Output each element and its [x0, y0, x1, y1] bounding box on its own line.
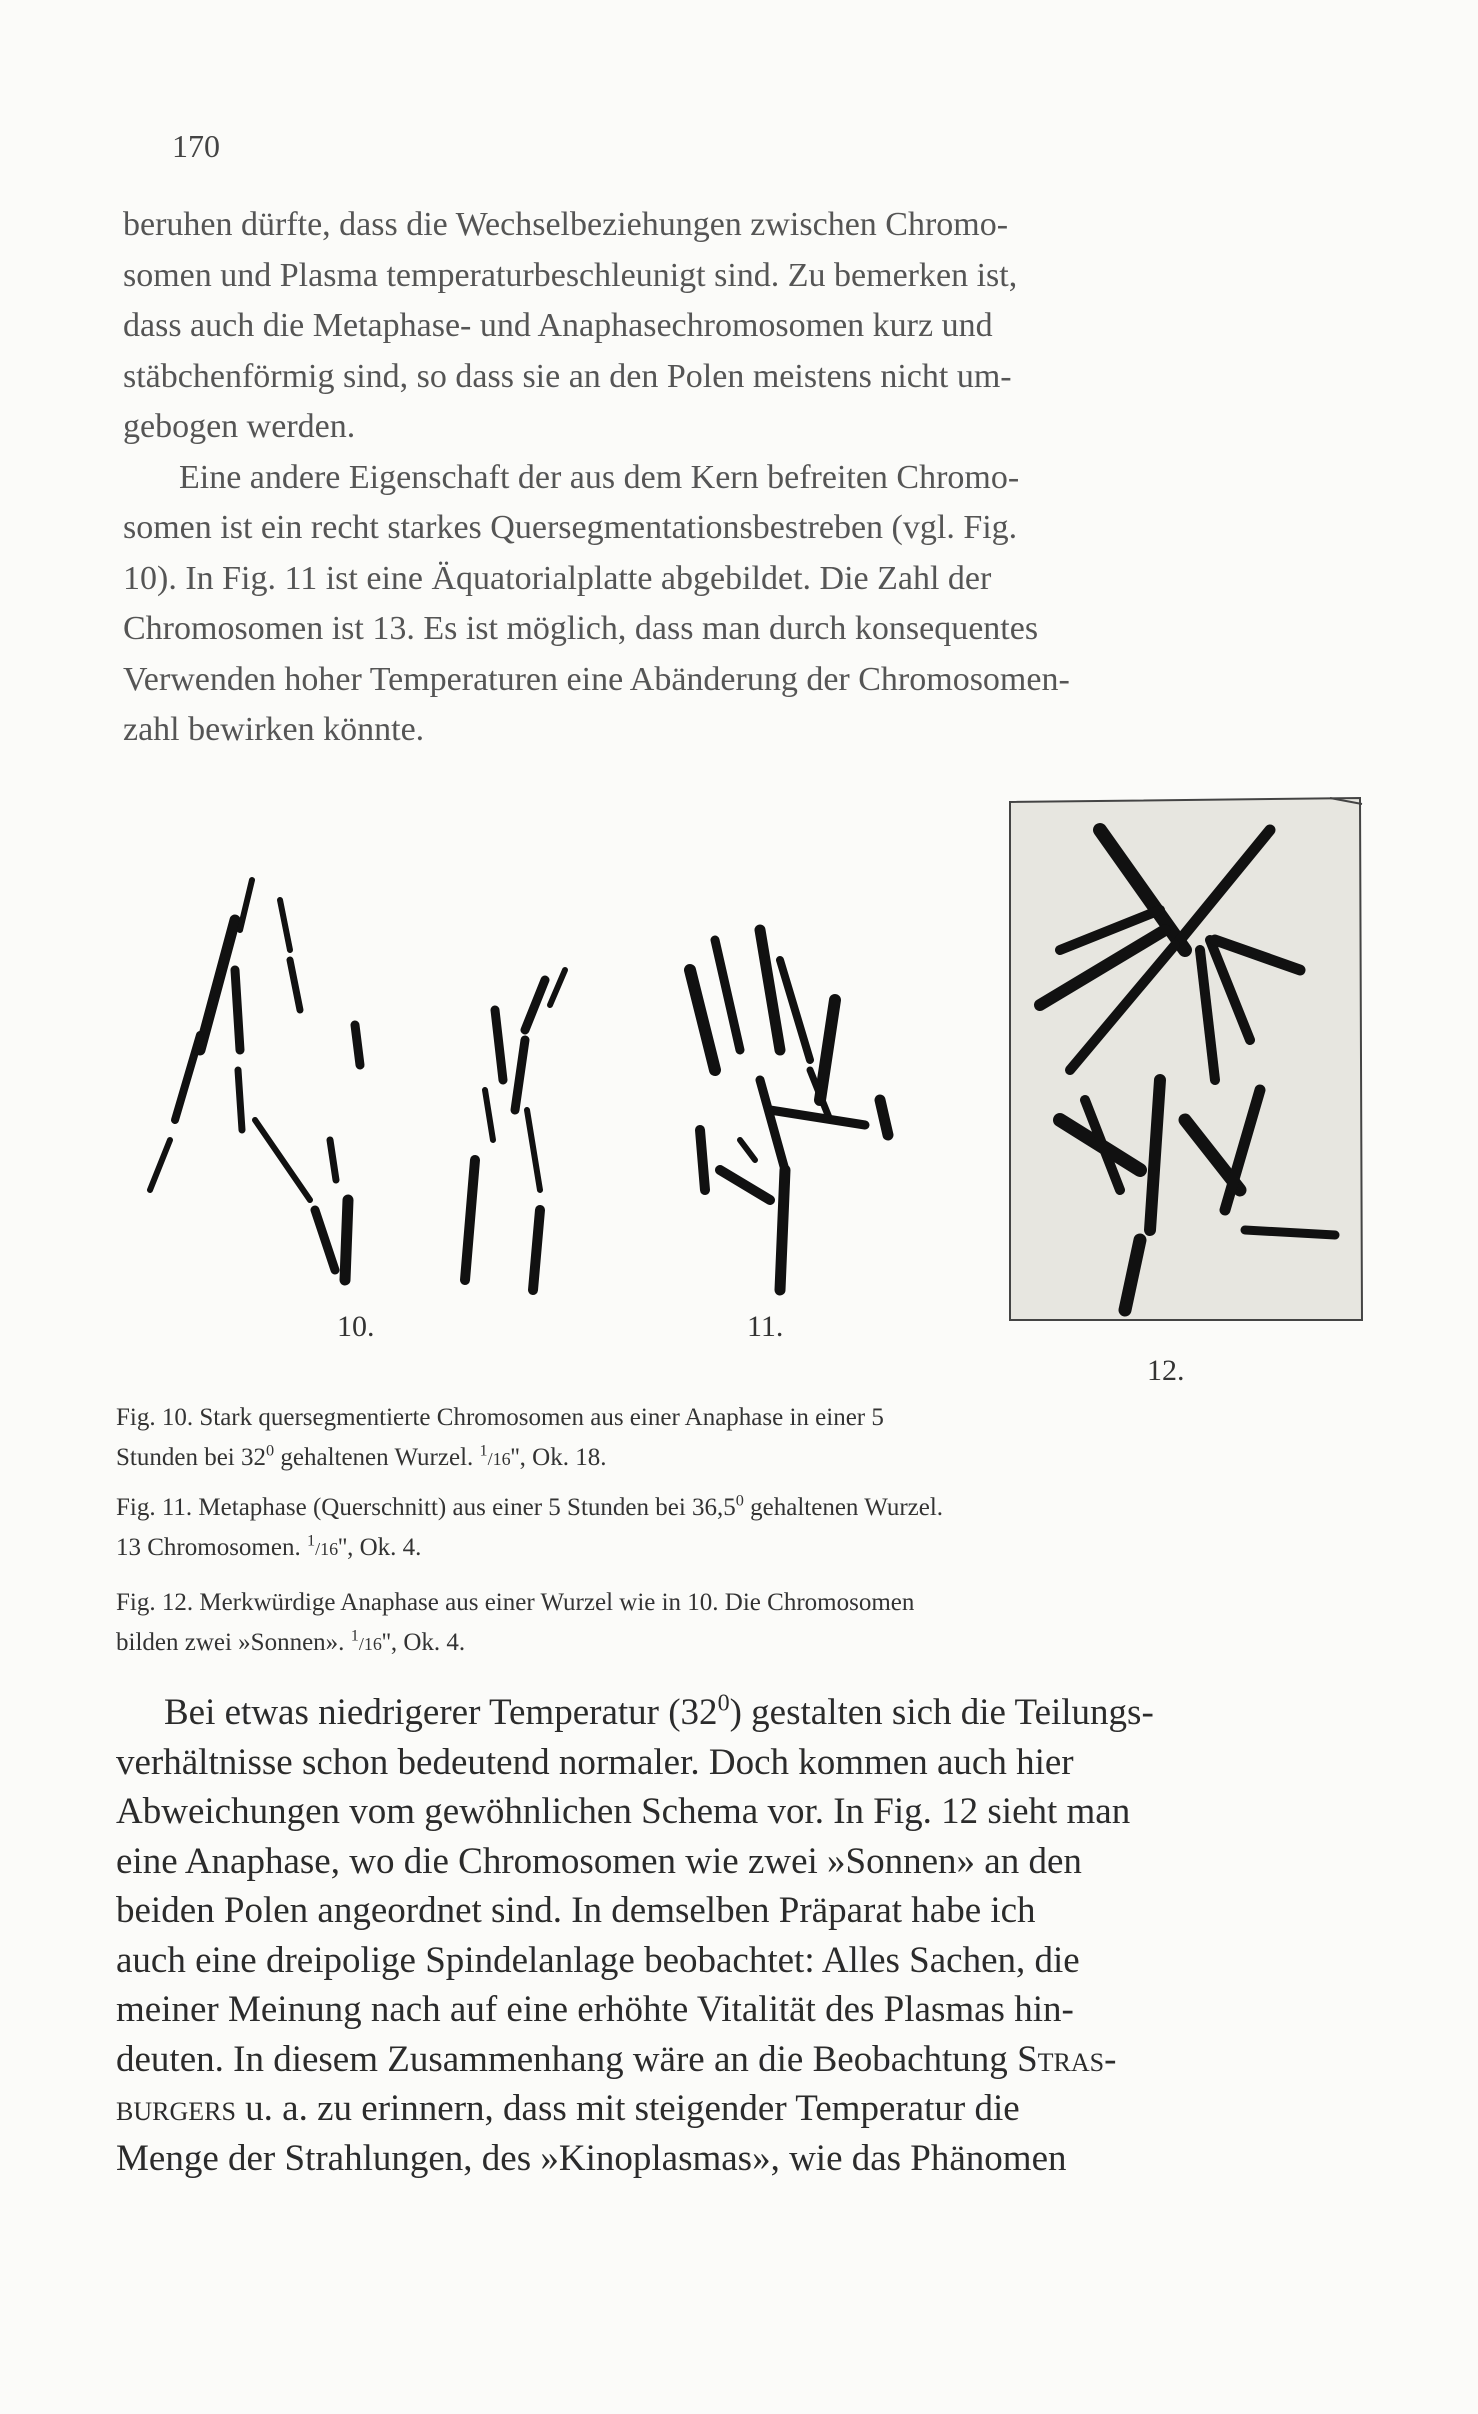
text-line: Abweichungen vom gewöhnlichen Schema vor. In Fig. 12 sieht man	[116, 1791, 1131, 1832]
text-line: beruhen dürfte, dass die Wechselbeziehungen zwischen Chromo-	[123, 206, 1009, 243]
caption-text: 13 Chromosomen.	[116, 1534, 307, 1561]
figure-10-illustration-right	[455, 960, 635, 1320]
text-line: beiden Polen angeordnet sind. In demselben Präparat habe ich	[116, 1890, 1036, 1931]
text-line: Verwenden hoher Temperaturen eine Abänderung der Chromosomen-	[123, 660, 1070, 698]
fraction-denominator: /16	[487, 1449, 511, 1469]
text-line: auch eine dreipolige Spindelanlage beobachtet: Alles Sachen, die	[116, 1939, 1080, 1981]
fraction-denominator: 16	[320, 1539, 339, 1559]
text-line: somen ist ein recht starkes Quersegmentationsbestreben (vgl. Fig.	[123, 509, 1018, 546]
caption-text: gehaltenen Wurzel.	[743, 1494, 944, 1521]
fraction-numerator: 1	[479, 1441, 488, 1460]
text-line: Menge der Strahlungen, des »Kinoplasmas», wie das Phänomen	[116, 2137, 1067, 2179]
text-line: zahl bewirken könnte.	[123, 711, 425, 748]
figure-10-illustration	[130, 860, 430, 1300]
text-line: ) gestalten sich die Teilungs-	[729, 1692, 1154, 1733]
caption-text: gehaltenen Wurzel.	[274, 1444, 480, 1471]
text-line: 10). In Fig. 11 ist eine Äquatorialplatte abgebildet. Die Zahl der	[123, 559, 992, 597]
text-line: stäbchenförmig sind, so dass sie an den Polen meistens nicht um-	[123, 357, 1012, 395]
paragraph-continuation	[123, 200, 1391, 756]
text-line: Bei etwas niedrigerer Temperatur (32	[164, 1692, 718, 1733]
text-line: Chromosomen ist 13. Es ist möglich, dass man durch konsequentes	[123, 610, 1039, 647]
author-name: Stras-	[1017, 2038, 1117, 2080]
caption-text: Stunden bei 32	[116, 1444, 266, 1471]
paragraph-temperature	[116, 1688, 1380, 2183]
caption-text: Fig. 11. Metaphase (Querschnitt) aus einer 5 Stunden bei 36,5	[116, 1494, 736, 1521]
figure-11-illustration	[660, 910, 920, 1310]
text-line: deuten. In diesem Zusammenhang wäre an die Beobachtung	[116, 2038, 1018, 2080]
page-number: 170	[172, 128, 220, 164]
author-name: burgers	[116, 2088, 236, 2129]
degree-sign: 0	[717, 1690, 730, 1717]
fraction-numerator: 1	[350, 1626, 359, 1645]
fraction-numerator: 1	[306, 1531, 316, 1550]
text-line: meiner Meinung nach auf eine erhöhte Vitalität des Plasmas hin-	[116, 1989, 1074, 2030]
figure-10-caption	[116, 1398, 1384, 1479]
caption-text: '', Ok. 18.	[510, 1444, 607, 1471]
caption-text: Fig. 10. Stark quersegmentierte Chromosomen aus einer Anaphase in einer 5	[116, 1404, 884, 1431]
text-line: somen und Plasma temperaturbeschleunigt sind. Zu bemerken ist,	[123, 256, 1018, 294]
figure-11-caption: Fig. 11. Metaphase (Querschnitt) aus einer 5 Stunden bei 36,5$^0$ gehaltenen Wurzel. 13 Chromosomen. $^1$/16'', Ok. 4.	[116, 1491, 944, 1561]
caption-text: '', Ok. 4.	[338, 1534, 422, 1561]
caption-text: Fig. 12. Merkwürdige Anaphase aus einer Wurzel wie in 10. Die Chromosomen	[116, 1589, 915, 1616]
text-line: verhältnisse schon bedeutend normaler. Doch kommen auch hier	[116, 1741, 1074, 1783]
figure-10-label: 10.	[337, 1310, 375, 1343]
caption-text: bilden zwei »Sonnen».	[116, 1629, 351, 1656]
degree-sign: 0	[266, 1441, 275, 1460]
text-line: dass auch die Metaphase- und Anaphasechromosomen kurz und	[123, 307, 993, 344]
figure-11-label: 11.	[747, 1310, 784, 1343]
text-line: Eine andere Eigenschaft der aus dem Kern befreiten Chromo-	[179, 458, 1020, 496]
caption-text: '', Ok. 4.	[381, 1629, 466, 1656]
figure-12-caption	[116, 1583, 1384, 1664]
figure-12-label: 12.	[1147, 1354, 1185, 1387]
degree-sign: 0	[735, 1491, 744, 1510]
text-line: gebogen werden.	[123, 408, 356, 445]
fraction-denominator: /16	[358, 1634, 382, 1654]
text-line: u. a. zu erinnern, dass mit steigender Temperatur die	[235, 2088, 1020, 2129]
text-line: eine Anaphase, wo die Chromosomen wie zwei »Sonnen» an den	[116, 1840, 1082, 1882]
figure-12-illustration	[1000, 790, 1380, 1350]
